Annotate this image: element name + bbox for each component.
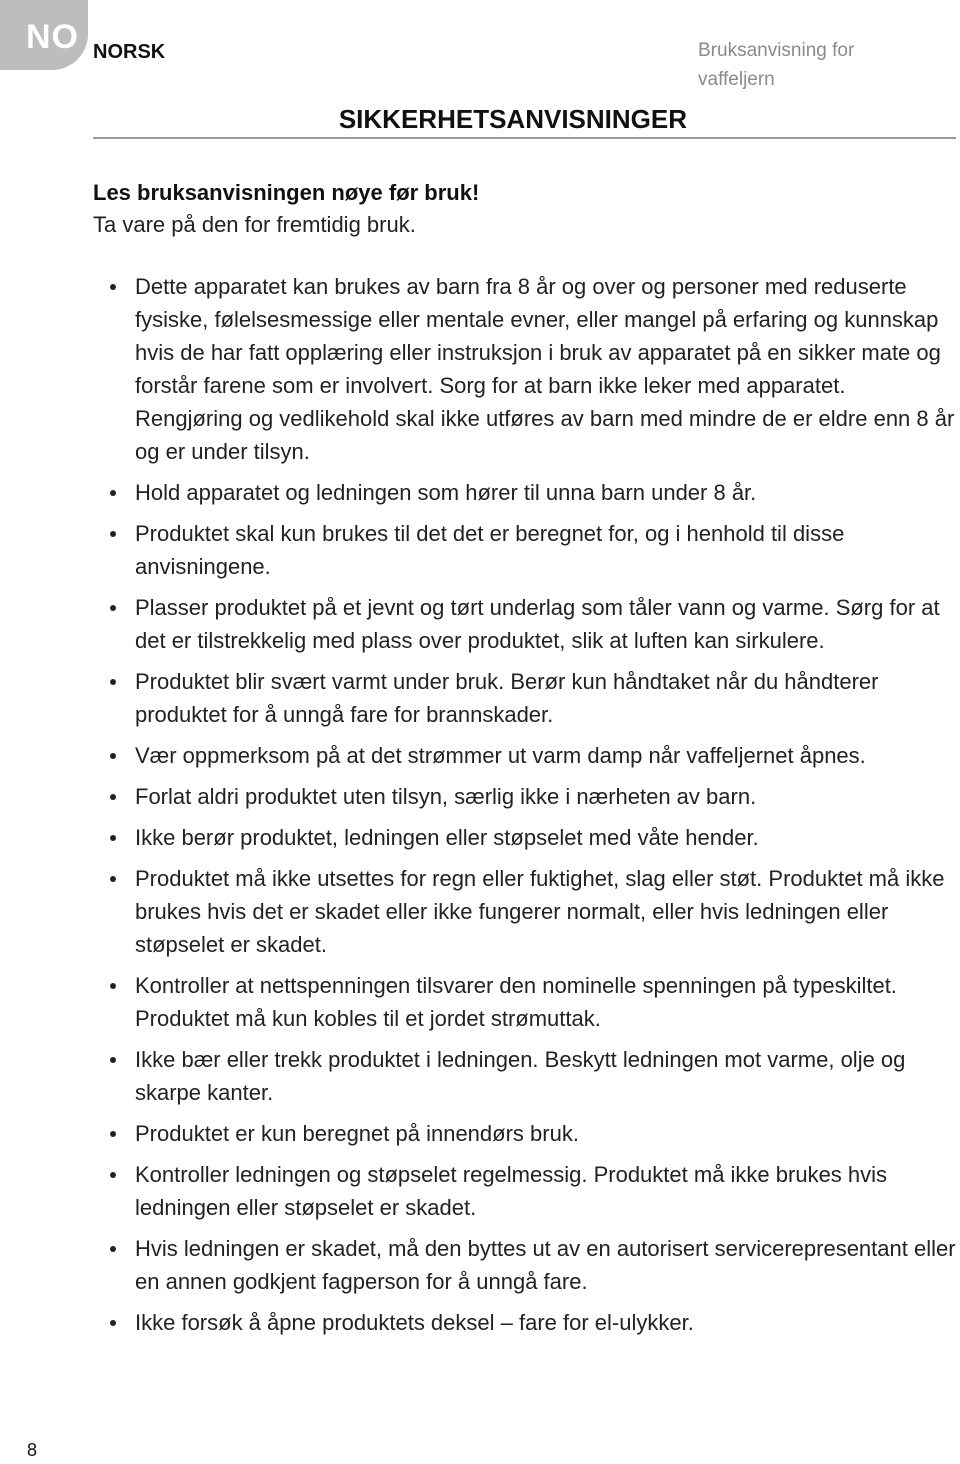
list-item-text: Hold apparatet og ledningen som hører til unna barn under 8 år. xyxy=(135,480,757,505)
list-item xyxy=(135,969,957,1035)
bullet-icon xyxy=(110,835,116,841)
safety-list xyxy=(135,270,957,1347)
document-title: Bruksanvisning for vaffeljern xyxy=(698,40,855,90)
bullet-icon xyxy=(110,876,116,882)
list-item-text: Produktet må ikke utsettes for regn eller fuktighet, slag eller støt. Produktet må ikke brukes hvis det er skadet eller ikke fungerer normalt, eller hvis ledningen eller støpselet er skadet. xyxy=(135,866,945,957)
intro-note: Ta vare på den for fremtidig bruk. xyxy=(93,212,416,237)
bullet-icon xyxy=(110,284,116,290)
list-item xyxy=(135,780,957,813)
bullet-icon xyxy=(110,1057,116,1063)
list-item-text: Hvis ledningen er skadet, må den byttes ut av en autorisert servicerepresentant eller en annen godkjent fagperson for å unngå fare. xyxy=(135,1236,956,1294)
list-item-text: Plasser produktet på et jevnt og tørt underlag som tåler vann og varme. Sørg for at det er tilstrekkelig med plass over produktet, slik at luften kan sirkulere. xyxy=(135,595,940,653)
bullet-icon xyxy=(110,794,116,800)
list-item xyxy=(135,1306,957,1339)
list-item-text: Produktet skal kun brukes til det det er beregnet for, og i henhold til disse anvisningene. xyxy=(135,521,845,579)
list-item xyxy=(135,739,957,772)
page-number: 8 xyxy=(27,1440,38,1460)
list-item-text: Vær oppmerksom på at det strømmer ut varm damp når vaffeljernet åpnes. xyxy=(135,743,866,768)
list-item-text: Dette apparatet kan brukes av barn fra 8 år og over og personer med reduserte fysiske, følelsesmessige eller mentale evner, eller mangel på erfaring og kunnskap hvis de har fatt opplæring eller instruksjon i bruk av apparatet på en sikker mate og forstår farene som er involvert. Sorg for at barn ikke leker med apparatet. Rengjøring og vedlikehold skal ikke utføres av barn med mindre de er eldre enn 8 år og er under tilsyn. xyxy=(135,274,955,464)
bullet-icon xyxy=(110,1320,116,1326)
list-item xyxy=(135,1158,957,1224)
list-item-text: Produktet blir svært varmt under bruk. Berør kun håndtaket når du håndterer produktet for å unngå fare for brannskader. xyxy=(135,669,879,727)
header-divider xyxy=(93,137,956,139)
bullet-icon xyxy=(110,1172,116,1178)
list-item xyxy=(135,1117,957,1150)
intro-warning: Les bruksanvisningen nøye før bruk! xyxy=(93,180,480,205)
list-item xyxy=(135,591,957,657)
list-item-text: Ikke berør produktet, ledningen eller støpselet med våte hender. xyxy=(135,825,759,850)
list-item-text: Forlat aldri produktet uten tilsyn, særlig ikke i nærheten av barn. xyxy=(135,784,757,809)
bullet-icon xyxy=(110,983,116,989)
language-tab xyxy=(0,0,88,70)
list-item xyxy=(135,821,957,854)
list-item-text: Kontroller at nettspenningen tilsvarer den nominelle spenningen på typeskiltet. Produktet må kun kobles til et jordet strømuttak. xyxy=(135,973,897,1031)
bullet-icon xyxy=(110,1246,116,1252)
bullet-icon xyxy=(110,679,116,685)
list-item xyxy=(135,517,957,583)
bullet-icon xyxy=(110,605,116,611)
list-item xyxy=(135,1043,957,1109)
bullet-icon xyxy=(110,531,116,537)
list-item xyxy=(135,270,957,468)
bullet-icon xyxy=(110,753,116,759)
list-item-text: Kontroller ledningen og støpselet regelmessig. Produktet må ikke brukes hvis ledningen eller støpselet er skadet. xyxy=(135,1162,888,1220)
section-title: SIKKERHETSANVISNINGER xyxy=(338,104,687,134)
language-name: NORSK xyxy=(93,41,166,63)
list-item xyxy=(135,862,957,961)
list-item xyxy=(135,476,957,509)
list-item-text: Ikke bær eller trekk produktet i ledningen. Beskytt ledningen mot varme, olje og skarpe kanter. xyxy=(135,1047,906,1105)
list-item xyxy=(135,665,957,731)
list-item-text: Ikke forsøk å åpne produktets deksel – fare for el-ulykker. xyxy=(135,1310,694,1335)
list-item xyxy=(135,1232,957,1298)
bullet-icon xyxy=(110,1131,116,1137)
bullet-icon xyxy=(110,490,116,496)
language-code: NO xyxy=(26,18,79,56)
list-item-text: Produktet er kun beregnet på innendørs bruk. xyxy=(135,1121,579,1146)
